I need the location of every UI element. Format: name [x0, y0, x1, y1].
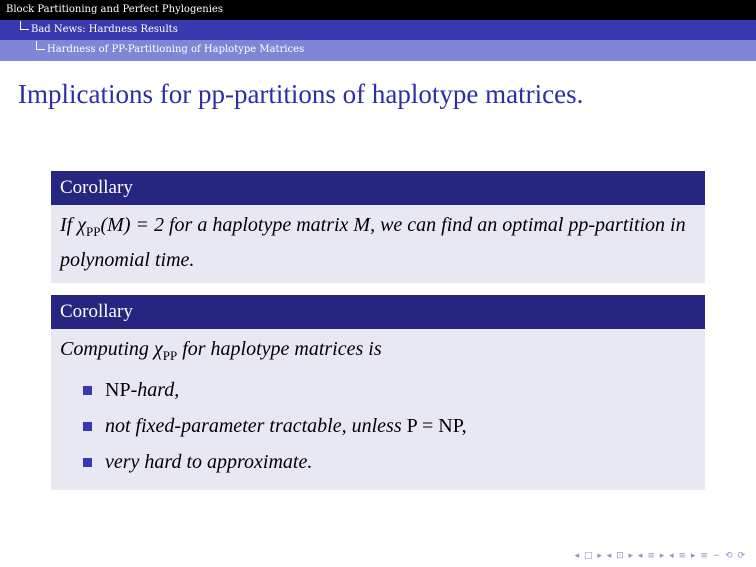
corollary-lead	[60, 335, 696, 370]
corollary-block-2	[51, 295, 705, 490]
chi-subscript: PP	[162, 348, 178, 363]
item-end: ,	[461, 415, 467, 437]
lead-text: Computing	[60, 338, 154, 360]
header-subsubsection-title[interactable]: Hardness of PP-Partitioning of Haplotype Matrices	[47, 44, 305, 55]
corollary-text: for a haplotype matrix M, we can find an optimal pp-partition in polynomial time.	[60, 214, 686, 271]
list-item	[83, 372, 696, 408]
header-subsection-bar[interactable]	[0, 20, 756, 40]
corollary-title: Corollary	[51, 295, 705, 329]
corollary-list	[60, 372, 696, 480]
square-bullet-icon	[83, 386, 92, 395]
list-item	[83, 408, 696, 444]
p-equals-np: P = NP	[406, 415, 462, 437]
list-item	[83, 444, 696, 480]
frame-title: Implications for pp-partitions of haplotype matrices.	[18, 79, 584, 109]
corollary-block-1	[51, 171, 705, 283]
lead-rest: for haplotype matrices is	[177, 338, 382, 360]
tree-elbow-icon	[36, 41, 45, 50]
tree-elbow-icon	[20, 21, 29, 30]
beamer-navigation-icons[interactable]: ◂ □ ▸ ◂ ⊡ ▸ ◂ ≡ ▸ ◂ ≡ ▸ ≡ ∽ ⟲ ⟳	[574, 551, 746, 561]
chi-argument: (M) = 2	[100, 214, 164, 236]
item-text: not fixed-parameter tractable, unless	[105, 415, 407, 437]
square-bullet-icon	[83, 422, 92, 431]
header-section-title[interactable]: Block Partitioning and Perfect Phylogenies	[6, 4, 223, 15]
square-bullet-icon	[83, 458, 92, 467]
np-text: NP	[105, 379, 131, 401]
item-text: very hard to approximate.	[105, 451, 313, 473]
corollary-if: If	[60, 214, 78, 236]
chi-symbol: χ	[153, 338, 163, 360]
item-text: -hard,	[130, 379, 180, 401]
corollary-body	[51, 205, 705, 283]
corollary-title: Corollary	[51, 171, 705, 205]
header-subsection-title[interactable]: Bad News: Hardness Results	[31, 24, 178, 35]
chi-subscript: PP	[86, 224, 101, 239]
header-subsubsection-bar[interactable]	[0, 40, 756, 61]
corollary-body	[51, 329, 705, 490]
chi-symbol: χ	[77, 214, 87, 236]
header-section-bar[interactable]	[0, 0, 756, 20]
